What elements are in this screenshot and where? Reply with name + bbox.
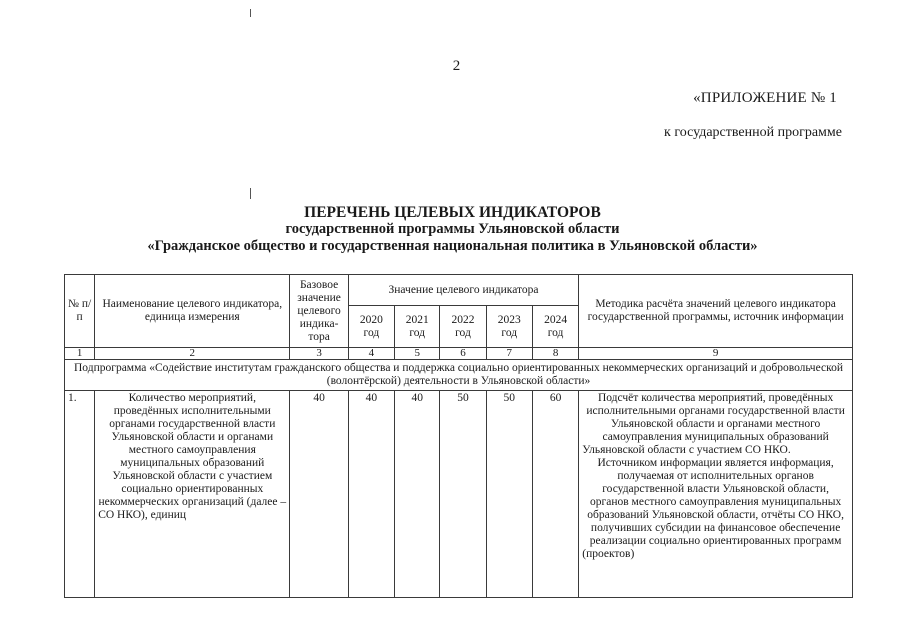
row-value-2020: 40 [348, 391, 394, 598]
row-value-2021: 40 [395, 391, 440, 598]
year-label: 2020 [359, 313, 383, 326]
year-unit: год [501, 326, 518, 339]
scan-mark-top [250, 9, 251, 17]
row-value-2024: 60 [532, 391, 578, 598]
column-number-row [65, 348, 853, 360]
column-number: 9 [579, 348, 853, 360]
year-unit: год [547, 326, 564, 339]
heading-line-1: ПЕРЕЧЕНЬ ЦЕЛЕВЫХ ИНДИКАТОРОВ [304, 204, 601, 221]
column-number: 3 [290, 348, 348, 360]
header-row-1 [65, 275, 853, 306]
appendix-subtitle: к государственной программе [664, 125, 842, 140]
page-number: 2 [452, 58, 461, 74]
column-number: 7 [486, 348, 532, 360]
header-name: Наименование целевого индикатора, единица измерения [95, 275, 290, 348]
year-label: 2024 [544, 313, 568, 326]
year-label: 2022 [451, 313, 475, 326]
scan-mark-left [250, 188, 251, 199]
column-number: 2 [95, 348, 290, 360]
column-number: 8 [532, 348, 578, 360]
year-label: 2023 [497, 313, 521, 326]
year-unit: год [363, 326, 380, 339]
header-base: Базовое значение целевого индика-тора [290, 275, 348, 348]
year-unit: год [409, 326, 426, 339]
year-unit: год [455, 326, 471, 339]
header-num: № п/п [65, 275, 95, 348]
header-year-2022 [440, 306, 486, 348]
row-value-2022: 50 [440, 391, 486, 598]
column-number: 4 [348, 348, 394, 360]
header-year-2023 [486, 306, 532, 348]
header-year-2020 [348, 306, 394, 348]
appendix-title: «ПРИЛОЖЕНИЕ № 1 [693, 90, 837, 106]
row-method [579, 391, 853, 598]
subprogram-row [65, 360, 853, 391]
heading-line-3: «Гражданское общество и государственная национальная политика в Ульяновской области» [147, 238, 758, 254]
row-num: 1. [65, 391, 95, 598]
column-number: 5 [395, 348, 440, 360]
header-year-2024 [532, 306, 578, 348]
header-year-2021 [395, 306, 440, 348]
indicators-table [64, 274, 853, 598]
table-row [65, 391, 853, 598]
document-heading [0, 204, 905, 255]
header-method: Методика расчёта значений целевого индикатора государственной программы, источник информации [579, 275, 853, 348]
method-paragraph-1: Подсчёт количества мероприятий, проведённых исполнительными органами государственной власти Ульяновской области и органами местного самоуправления муниципальных образований Ульяновской области с участием СО НКО. [582, 392, 845, 456]
column-number: 6 [440, 348, 486, 360]
row-base-value: 40 [290, 391, 348, 598]
heading-line-2: государственной программы Ульяновской области [285, 221, 620, 237]
method-paragraph-2: Источником информации является информация, получаемая от исполнительных органов государственной власти Ульяновской области, органов местного самоуправления муниципальных образований Ульяновской области, отчёты СО НКО, получивших субсидии на финансовое обеспечение реализации социально ориентированных программ (проектов) [582, 457, 844, 560]
column-number: 1 [65, 348, 95, 360]
year-label: 2021 [405, 313, 429, 326]
row-value-2023: 50 [486, 391, 532, 598]
subprogram-title: Подпрограмма «Содействие институтам гражданского общества и поддержка социально ориентированных некоммерческих организаций и добровольческой (волонтёрской) деятельности в Ульяновской области» [65, 360, 853, 391]
header-target: Значение целевого индикатора [348, 275, 578, 306]
row-indicator-name: Количество мероприятий, проведённых исполнительными органами государственной власти Ульяновской области и органами местного самоуправления муниципальных образований Ульяновской области с участием социально ориентированных некоммерческих организаций (далее – СО НКО), единиц [95, 391, 290, 598]
